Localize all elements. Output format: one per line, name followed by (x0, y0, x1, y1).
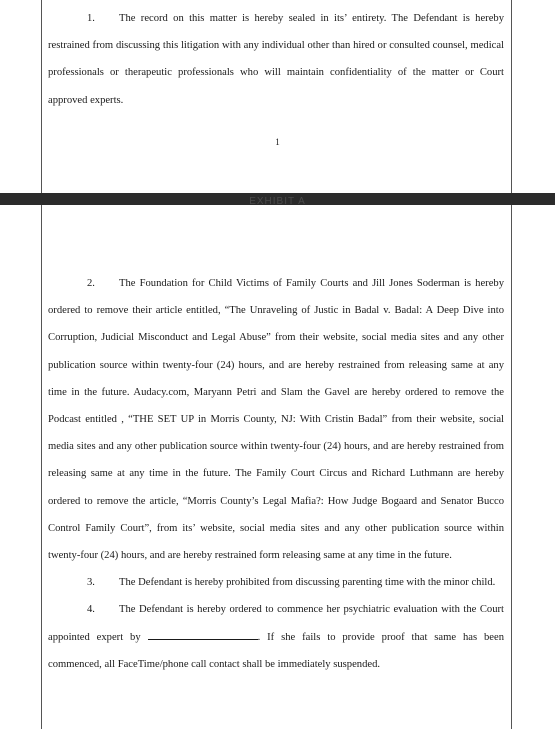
page-divider (0, 193, 555, 205)
right-margin-line (511, 0, 512, 729)
paragraph-2-text: The Foundation for Child Victims of Family Courts and Jill Jones Soderman is hereby ordered to remove their article entitled, “The Unraveling of Justic in Badal v. Badal: A Deep Dive into Corruption, Judicial Misconduct and Legal Abuse” from their website, social media sites and any other publication source within twenty-four (24) hours, and are hereby restrained from releasing same at any time in the future. Audacy.com, Maryann Petri and Slam the Gavel are hereby ordered to remove the Podcast entitled , “THE SET UP in Morris County, NJ: With Cristin Badal” from their website, social media sites and any other publication source within twenty-four (24) hours, and are hereby restrained from releasing same at any time in the future. The Family Court Circus and Richard Luthmann are hereby ordered to remove the article, “Morris County’s Legal Mafia?: How Judge Bogaard and Senator Bucco Control Family Court”, from its’ website, social media sites and any other publication source within twenty-four (24) hours, and are hereby restrained form releasing same at any time in the future. (48, 278, 504, 562)
left-margin-line (41, 0, 42, 729)
expert-date-blank (148, 629, 258, 640)
paragraph-1 (48, 5, 504, 114)
paragraph-2 (48, 270, 504, 569)
paragraph-3-text: The Defendant is hereby prohibited from discussing parenting time with the minor child. (119, 577, 496, 589)
paragraph-3-number: 3. (87, 577, 95, 589)
paragraph-1-text: The record on this matter is hereby sealed in its’ entirety. The Defendant is hereby restrained from discussing this litigation with any individual other than hired or consulted counsel, medical professionals or therapeutic professionals who will maintain confidentiality of the matter or Court approved experts. (48, 13, 504, 106)
top-page (48, 5, 504, 114)
paragraph-4-text-before: The Defendant is hereby ordered to commence her psychiatric evaluation with the Court appointed expert by (48, 604, 504, 643)
page-number: 1 (275, 137, 280, 147)
paragraph-1-number: 1. (87, 13, 95, 24)
exhibit-label: EXHIBIT A (249, 196, 306, 205)
paragraph-2-number: 2. (87, 278, 95, 289)
paragraph-3 (48, 569, 504, 596)
paragraph-4 (48, 596, 504, 678)
paragraph-4-text-after: . If she fails to provide proof that same has been commenced, all FaceTime/phone call contact shall be immediately suspended. (48, 631, 504, 670)
bottom-page (48, 270, 504, 678)
paragraph-4-number: 4. (87, 604, 95, 616)
